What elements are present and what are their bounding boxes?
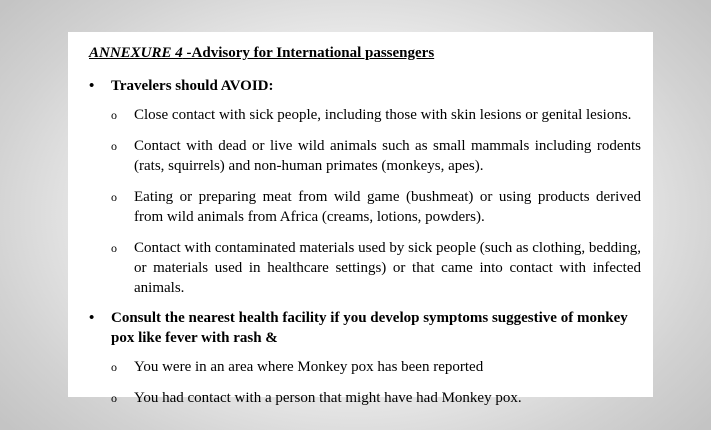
circle-bullet-icon: o [111, 360, 117, 374]
list-item [111, 388, 641, 408]
list-item-text: Close contact with sick people, including those with skin lesions or genital lesions. [134, 107, 632, 123]
circle-bullet-icon: o [111, 190, 117, 204]
list-item-text: You had contact with a person that might have had Monkey pox. [134, 390, 522, 406]
bullet-icon: • [89, 310, 95, 326]
document-page [68, 32, 653, 406]
list-item [111, 187, 641, 227]
list-item-text: You were in an area where Monkey pox has been reported [134, 359, 484, 375]
list-item [111, 357, 641, 377]
advisory-list [89, 76, 641, 408]
circle-bullet-icon: o [111, 241, 117, 255]
list-item-text: Contact with contaminated materials used by sick people (such as clothing, bedding, or materials used in healthcare settings) or that came into contact with infected animals. [134, 240, 641, 296]
circle-bullet-icon: o [111, 108, 117, 122]
section-heading: Travelers should AVOID: [111, 78, 274, 94]
circle-bullet-icon: o [111, 139, 117, 153]
section-avoid [89, 76, 641, 298]
list-item [111, 238, 641, 298]
title-heading: -Advisory for International passengers [182, 45, 435, 61]
annexure-label: ANNEXURE 4 [89, 45, 183, 61]
list-item-text: Contact with dead or live wild animals such as small mammals including rodents (rats, squirrels) and non-human primates (monkeys, apes). [134, 138, 641, 174]
bullet-icon: • [89, 78, 95, 94]
list-item [111, 136, 641, 176]
page-title [89, 44, 641, 62]
section-heading: Consult the nearest health facility if you develop symptoms suggestive of monkey pox like fever with rash & [111, 310, 628, 346]
list-item-text: Eating or preparing meat from wild game (bushmeat) or using products derived from wild animals from Africa (creams, lotions, powders). [134, 189, 641, 225]
circle-bullet-icon: o [111, 391, 117, 405]
section-consult [89, 308, 641, 408]
consult-sublist [111, 357, 641, 408]
avoid-sublist [111, 105, 641, 298]
list-item [111, 105, 641, 125]
